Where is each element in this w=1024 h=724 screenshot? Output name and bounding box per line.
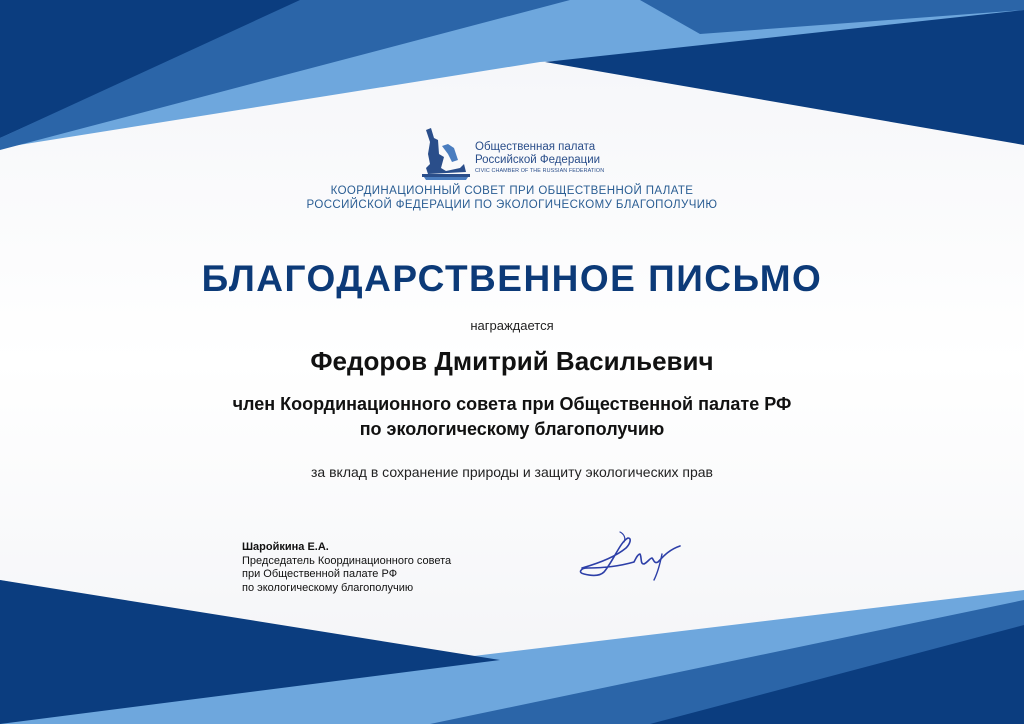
- signer-block: [242, 541, 451, 595]
- awarded-label: награждается: [470, 318, 554, 333]
- recipient-position: [0, 392, 1024, 442]
- signature-icon: [574, 528, 690, 584]
- recipient-name: Федоров Дмитрий Васильевич: [310, 346, 714, 376]
- monument-icon: [420, 124, 472, 180]
- position-line2: по экологическому благополучию: [359, 419, 665, 439]
- signer-role-line3: по экологическому благополучию: [242, 581, 414, 594]
- council-header: [0, 184, 1024, 212]
- logo-text-line1: Общественная палата: [475, 141, 596, 153]
- council-line2: РОССИЙСКОЙ ФЕДЕРАЦИИ ПО ЭКОЛОГИЧЕСКОМУ БЛАГОПОЛУЧИЮ: [306, 199, 718, 211]
- signer-role-line2: при Общественной палате РФ: [242, 568, 398, 580]
- award-reason: за вклад в сохранение природы и защиту экологических прав: [311, 464, 713, 480]
- logo-text-line2: Российской Федерации: [475, 154, 601, 166]
- position-line1: член Координационного совета при Общественной палате РФ: [232, 394, 792, 414]
- signer-name: Шаройкина Е.А.: [242, 541, 329, 553]
- certificate-title: БЛАГОДАРСТВЕННОЕ ПИСЬМО: [201, 258, 823, 299]
- logo-text-english: CIVIC CHAMBER OF THE RUSSIAN FEDERATION: [475, 168, 605, 174]
- council-line1: КООРДИНАЦИОННЫЙ СОВЕТ ПРИ ОБЩЕСТВЕННОЙ ПАЛАТЕ: [330, 185, 694, 197]
- signer-role-line1: Председатель Координационного совета: [242, 554, 452, 567]
- civic-chamber-logo: [420, 124, 610, 180]
